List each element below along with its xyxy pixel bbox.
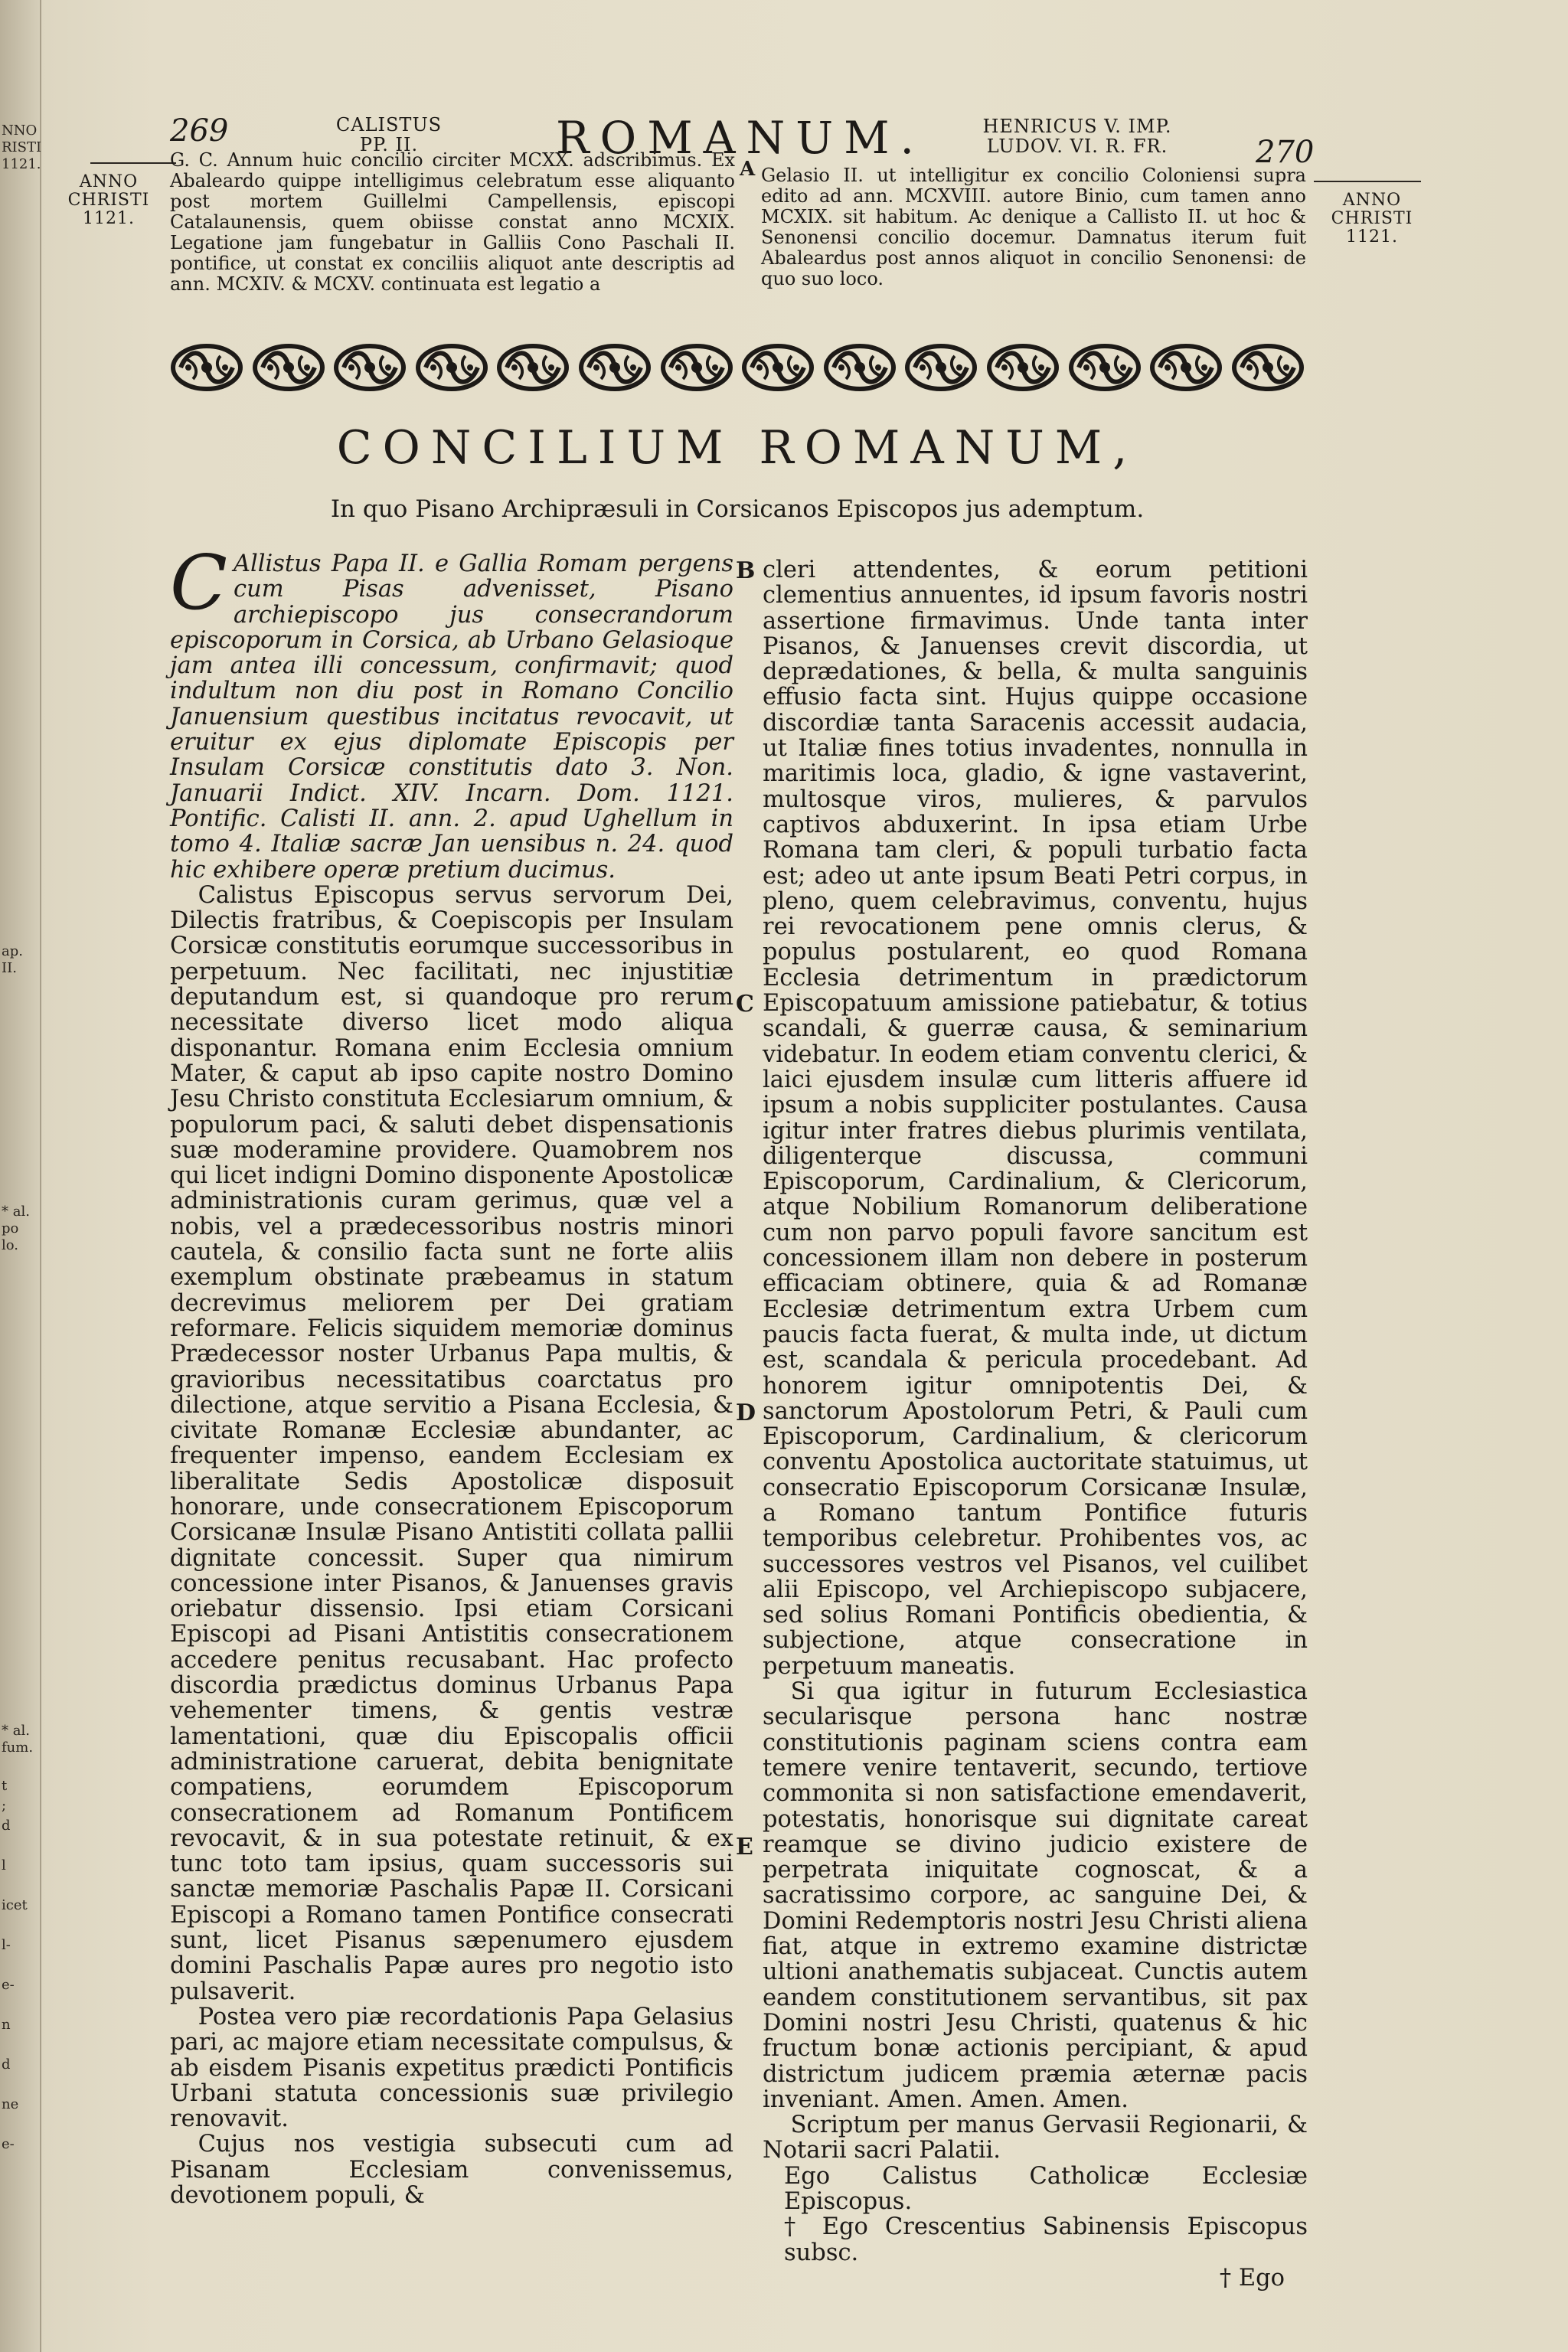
gutter-note-anno: NNO RISTI 1121. [2, 122, 42, 172]
gutter-note-cap: ap. II. [2, 943, 23, 976]
page-title: CONCILIUM ROMANUM, [336, 421, 1138, 475]
fleuron-ornament [1068, 342, 1142, 393]
running-head-left-line2: PP. II. [359, 134, 419, 155]
running-head-right-line1: HENRICUS V. IMP. [982, 116, 1172, 137]
page-number-left: 269 [170, 113, 229, 149]
running-head-left-line1: CALISTUS [335, 114, 443, 136]
header-rule-right [1314, 181, 1421, 182]
gutter-note-alpo: * al. po lo. [2, 1204, 30, 1253]
anno-right-line1: ANNO [1342, 191, 1402, 210]
fleuron-ornament [823, 342, 897, 393]
left-column [170, 540, 733, 2209]
page-number-right: 270 [1256, 135, 1315, 170]
fleuron-ornament [986, 342, 1060, 393]
fleuron-ornament [578, 342, 652, 393]
fleuron-ornament [741, 342, 815, 393]
anno-christi-left [55, 173, 162, 228]
fleuron-ornament [415, 342, 488, 393]
anno-left-line2: CHRISTI [67, 191, 150, 210]
section-letter-b: B [736, 557, 756, 584]
letter-paragraph-3: Cujus nos vestigia subsecuti cum ad Pisanam Ecclesiam convenissemus, devotionem populi, & [170, 2131, 733, 2209]
right-paragraph-2: Si qua igitur in futurum Ecclesiastica secularisque persona hanc nostræ constitutionis paginam sciens contra eam temere venire tentaverit, secundo, tertiove commonita si non satisfactione emendaverit, potestatis, honorisque sui dignitate careat reamque se divino judicio existere de perpetrata iniquitate cognoscat, & a sacratissimo corpore, ac sanguine Dei, & Domini Redemptoris nostri Jesu Christi aliena fiat, atque in extremo examine districtæ ultioni anathematis subjaceat. Cunctis autem eandem constitutionem servantibus, sit pax Domini nostri Jesu Christi, quatenus & hic fructum bonæ actionis percipiant, & apud districtum judicem præmia æternæ pacis inveniant. Amen. Amen. Amen. [763, 1678, 1308, 2113]
anno-left-line1: ANNO [79, 172, 139, 191]
section-letter-a: A [740, 158, 756, 181]
anno-right-line3: 1121. [1346, 227, 1398, 247]
intro-paragraph [170, 540, 733, 884]
running-head-center: ROMANUM. [556, 112, 925, 164]
preamble-left: G. C. Annum huic concilio circiter MCXX. adscribimus. Ex Abaleardo quippe intelligimus celebratum esse aliquanto post mortem Guillelmi Campellensis, episcopi Catalaunensis, quem obiisse constat anno MCXIX. Legatione jam fungebatur in Galliis Cono Paschali II. pontifice, ut constat ex conciliis aliquot ante descriptis ad ann. MCXIV. & MCXV. continuata est legatio a [170, 149, 735, 295]
right-column [763, 557, 1308, 2291]
fleuron-ornament [1231, 342, 1305, 393]
running-head-right [966, 116, 1188, 156]
gutter-note-alfum: * al. fum. [2, 1723, 34, 1756]
letter-paragraph-1: Calistus Episcopus servus servorum Dei, Dilectis fratribus, & Coepiscopis per Insulam Corsicæ constitutis eorumque successoribus in perpetuum. Nec facilitati, nec injustitiæ deputandum est, si quandoque pro rerum necessitate diverso licet modo aliqua disponantur. Romana enim Ecclesia omnium Mater, & caput ab ipso capite nostro Domino Jesu Christo constituta Ecclesiarum omnium, & populorum paci, & saluti debet dispensationis suæ moderamine providere. Quamobrem nos qui licet indigni Domino disponente Apostolicæ administrationis curam gerimus, quæ vel a nobis, vel a prædecessoribus nostris minori cautela, & consilio facta sunt ne forte aliis exemplum obstinate præbeamus in statum decrevimus meliorem per Dei gratiam reformare. Felicis siquidem memoriæ dominus Prædecessor noster Urbanus Papa multis, & gravioribus necessitatibus coarctatus pro dilectione, atque servitio a Pisana Ecclesia, & civitate Romanæ Ecclesiæ abundanter, ac frequenter impenso, eandem Ecclesiam ex liberalitate Sedis Apostolicæ disposuit honorare, unde consecrationem Episcoporum Corsicanæ Insulæ Pisano Antistiti collata pallii dignitate concessit. Super qua nimirum concessione inter Pisanos, & Januenses gravis oriebatur dissensio. Ipsi etiam Corsicani Episcopi ad Pisani Antistitis consecrationem accedere penitus recusabant. Hac profecto discordia prædictus dominus Urbanus Papa vehementer timens, & gentis vestræ lamentationi, quæ diu Episcopalis officii administratione caruerat, debita benignitate compatiens, eorumdem Episcoporum consecrationem ad Romanum Pontificem revocavit, & in sua potestate retinuit, & ex tunc toto tam ipsius, quam successoris sui sanctæ memoriæ Paschalis Papæ II. Corsicani Episcopi a Romano tamen Pontifice consecrati sunt, licet Pisanus sæpenumero ejusdem domini Paschalis Papæ aures pro negotio isto pulsaverit. [170, 881, 733, 2005]
letter-paragraph-2: Postea vero piæ recordationis Papa Gelasius pari, ac majore etiam necessitate compulsus, & ab eisdem Pisanis expetitus prædicti Pontificis Urbani statuta concessionis suæ privilegio renovavit. [170, 2003, 733, 2133]
anno-left-line3: 1121. [83, 209, 135, 228]
fleuron-ornament [1149, 342, 1223, 393]
section-letter-c: C [736, 991, 754, 1018]
drop-cap: C [170, 540, 227, 627]
signature-calistus: Ego Calistus Catholicæ Ecclesiæ Episcopus. [784, 2162, 1308, 2215]
fleuron-ornament [904, 342, 978, 393]
page-subtitle: In quo Pisano Archipræsuli in Corsicanos Episcopos jus ademptum. [330, 495, 1145, 523]
right-paragraph-1: cleri attendentes, & eorum petitioni clementius annuentes, id ipsum favoris nostri assertione firmavimus. Unde tanta inter Pisanos, & Januenses crevit discordia, ut deprædationes, & bella, & multa sanguinis effusio facta sint. Hujus quippe occasione discordiæ tanta Saracenis accessit audacia, ut Italiæ fines totius invadentes, nonnulla in maritimis loca, gladio, & igne vastaverint, multosque viros, mulieres, & parvulos captivos abduxerint. In ipsa etiam Urbe Romana tam cleri, & populi turbatio facta est; adeo ut ante ipsum Beati Petri corpus, in pleno, quem celebravimus, conventu, hujus rei revocationem pene omnis clerus, & populus postularent, eo quod Romana Ecclesia detrimentum in prædictorum Episcopatuum amissione patiebatur, & totius scandali, & guerræ causa, & seminarium videbatur. In eodem etiam conventu clerici, & laici ejusdem insulæ cum litteris affuere id ipsum a nobis suppliciter postulantes. Causa igitur inter fratres diebus plurimis ventilata, diligenterque discussa, communi Episcoporum, Cardinalium, & Clericorum, atque Nobilium Romanorum deliberatione cum non parvo populi favore sancitum est concessionem illam non debere in posterum efficaciam obtinere, quia & ad Romanæ Ecclesiæ detrimentum extra Urbem cum paucis facta fuerat, & multa inde, ut dictum est, scandala & pericula procedebant. Ad honorem igitur omnipotentis Dei, & sanctorum Apostolorum Petri, & Pauli cum Episcoporum, Cardinalium, & clericorum conventu Apostolica auctoritate statuimus, ut consecratio Episcoporum Corsicanæ Insulæ, a Romano tantum Pontifice futuris temporibus celebretur. Prohibentes vos, ac successores vestros vel Pisanos, vel cuilibet alii Episcopo, vel Archiepiscopo subjacere, sed solius Romani Pontificis obedientia, & subjectione, atque consecratione in perpetuum maneatis. [763, 557, 1308, 1680]
anno-christi-right [1318, 191, 1426, 247]
fleuron-ornament [252, 342, 325, 393]
right-paragraph-3: Scriptum per manus Gervasii Regionarii, & Notarii sacri Palatii. [763, 2112, 1308, 2164]
section-letter-e: E [736, 1834, 753, 1860]
fleuron-ornament [333, 342, 407, 393]
intro-text: Allistus Papa II. e Gallia Romam pergens cum Pisas advenisset, Pisano archiepiscopo jus consecrandorum episcoporum in Corsica, ab Urbano Gelasioque jam antea illi concessum, confirmavit; quod indultum non diu post in Romano Concilio Januensium questibus incitatus revocavit, ut eruitur ex ejus diplomate Episcopis per Insulam Corsicæ constitutis dato 3. Non. Januarii Indict. XIV. Incarn. Dom. 1121. Pontific. Calisti II. ann. 2. apud Ughellum in tomo 4. Italiæ sacræ Jan uensibus n. 24. quod hic exhibere operæ pretium ducimus. [170, 550, 733, 884]
anno-right-line2: CHRISTI [1331, 209, 1413, 228]
fleuron-ornament [170, 342, 243, 393]
fleuron-ornament [496, 342, 570, 393]
preamble-right: Gelasio II. ut intelligitur ex concilio Coloniensi supra edito ad ann. MCXVIII. autore Binio, cum tamen anno MCXIX. sit habitum. Ac denique a Callisto II. ut hoc & Senonensi concilio docemur. Damnatus iterum fuit Abaleardus post annos aliquot in concilio Senonensi: de quo suo loco. [761, 165, 1306, 289]
header-rule-left [90, 162, 176, 164]
running-head-right-line2: LUDOV. VI. R. FR. [986, 136, 1168, 157]
gutter-note-fragments: t ; d l icet l- e- n d ne e- [2, 1778, 28, 2152]
binding-gutter [0, 0, 41, 2352]
fleuron-ornament [660, 342, 733, 393]
section-letter-d: D [736, 1400, 756, 1426]
catchword: † Ego [1219, 2264, 1285, 2292]
signature-crescentius: † Ego Crescentius Sabinensis Episcopus subsc. [784, 2213, 1308, 2266]
ornament-band [170, 340, 1305, 395]
